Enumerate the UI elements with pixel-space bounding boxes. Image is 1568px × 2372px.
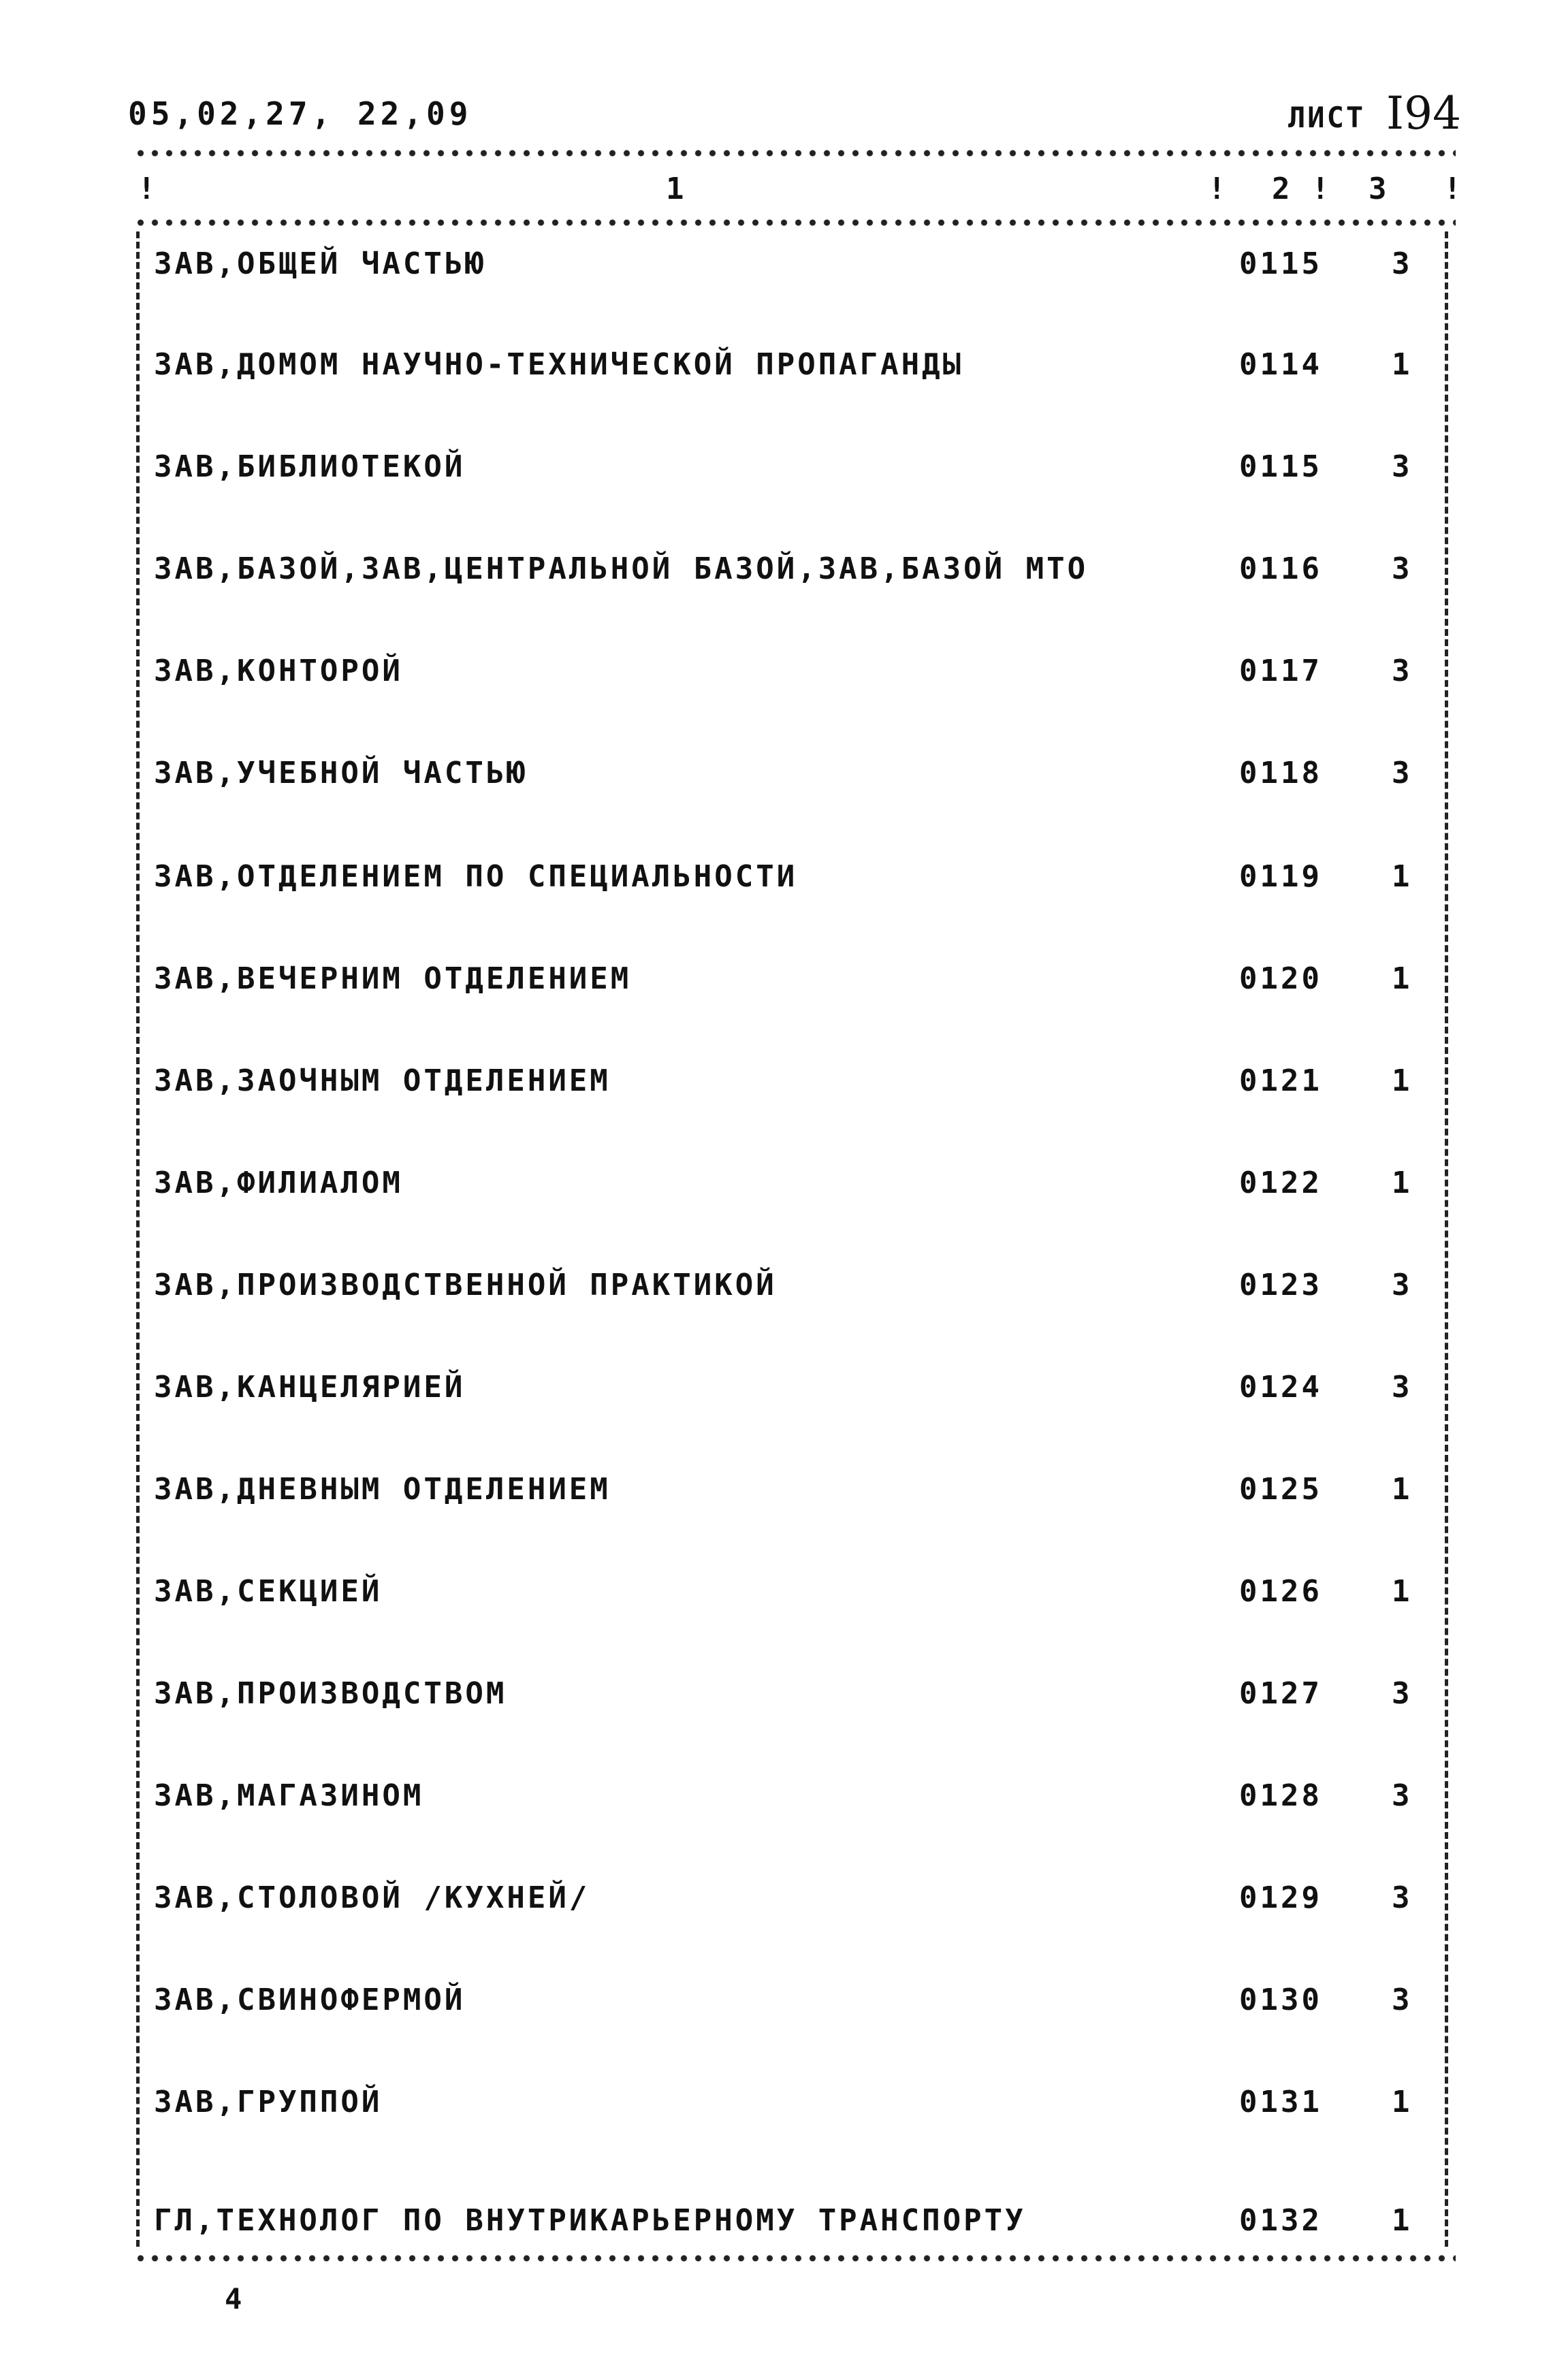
position-name: ЗАВ,ВЕЧЕРНИМ ОТДЕЛЕНИЕМ [154,961,632,996]
table-row [154,1370,1434,1411]
position-code: 0131 [1239,2085,1322,2119]
position-code: 0126 [1239,1574,1322,1609]
position-code: 0124 [1239,1370,1322,1405]
table-row [154,961,1434,1002]
position-name: ЗАВ,СВИНОФЕРМОЙ [154,1983,466,2017]
position-category: 3 [1392,1778,1413,1813]
table-row [154,1472,1434,1513]
page-number: 4 [225,2282,242,2315]
position-category: 3 [1392,654,1413,688]
table-row [154,2203,1434,2244]
table-row [154,1676,1434,1717]
table-row [154,1574,1434,1615]
position-name: ЗАВ,ФИЛИАЛОМ [154,1166,403,1200]
position-category: 1 [1392,1166,1413,1200]
position-category: 3 [1392,1676,1413,1711]
position-code: 0125 [1239,1472,1322,1507]
position-category: 1 [1392,1574,1413,1609]
position-code: 0114 [1239,347,1322,382]
position-category: 3 [1392,551,1413,586]
position-category: 1 [1392,347,1413,382]
table-row [154,347,1434,388]
table-left-border [136,231,140,2247]
table-right-border [1445,231,1448,2247]
position-name: ЗАВ,МАГАЗИНОМ [154,1778,424,1813]
position-category: 1 [1392,859,1413,894]
position-code: 0117 [1239,654,1322,688]
position-category: 3 [1392,1268,1413,1302]
table-row [154,1778,1434,1819]
table-row [154,1880,1434,1921]
sheet-number: I94 [1386,87,1462,140]
column-header-1: 1 [666,172,684,206]
position-name: ЗАВ,УЧЕБНОЙ ЧАСТЬЮ [154,756,528,790]
position-name: ЗАВ,ДОМОМ НАУЧНО-ТЕХНИЧЕСКОЙ ПРОПАГАНДЫ [154,347,964,382]
position-category: 3 [1392,1983,1413,2017]
column-divider: ! [1208,172,1226,206]
column-divider: ! [138,172,156,206]
position-category: 3 [1392,1370,1413,1405]
bottom-separator [133,2254,1456,2263]
column-header-2: 2 [1272,172,1290,206]
table-row [154,2085,1434,2126]
position-code: 0119 [1239,859,1322,894]
position-code: 0129 [1239,1880,1322,1915]
position-name: ЗАВ,ЗАОЧНЫМ ОТДЕЛЕНИЕМ [154,1063,611,1098]
position-code: 0116 [1239,551,1322,586]
position-code: 0123 [1239,1268,1322,1302]
position-code: 0121 [1239,1063,1322,1098]
position-category: 3 [1392,756,1413,790]
column-divider: ! [1443,172,1462,206]
position-category: 3 [1392,1880,1413,1915]
position-category: 3 [1392,449,1413,484]
table-row [154,1983,1434,2023]
position-code: 0120 [1239,961,1322,996]
position-category: 1 [1392,2203,1413,2238]
position-name: ЗАВ,СТОЛОВОЙ /КУХНЕЙ/ [154,1880,590,1915]
table-row [154,1063,1434,1104]
sheet-label: ЛИСТ [1288,101,1366,134]
position-code: 0118 [1239,756,1322,790]
column-headers [133,172,1462,210]
position-name: ЗАВ,ОТДЕЛЕНИЕМ ПО СПЕЦИАЛЬНОСТИ [154,859,798,894]
table-row [154,654,1434,694]
position-code: 0115 [1239,246,1322,281]
position-code: 0128 [1239,1778,1322,1813]
column-header-3: 3 [1369,172,1387,206]
position-name: ГЛ,ТЕХНОЛОГ ПО ВНУТРИКАРЬЕРНОМУ ТРАНСПОРТУ [154,2203,1026,2238]
document-code: 05,02,27, 22,09 [128,95,473,132]
position-category: 1 [1392,961,1413,996]
position-code: 0115 [1239,449,1322,484]
position-code: 0130 [1239,1983,1322,2017]
table-row [154,756,1434,797]
header-separator [133,218,1456,227]
top-separator [133,148,1456,158]
position-name: ЗАВ,БИБЛИОТЕКОЙ [154,449,466,484]
table-row [154,1268,1434,1309]
position-name: ЗАВ,ГРУППОЙ [154,2085,383,2119]
position-name: ЗАВ,БАЗОЙ,ЗАВ,ЦЕНТРАЛЬНОЙ БАЗОЙ,ЗАВ,БАЗОЙ МТО [154,551,1089,586]
column-divider: ! [1311,172,1330,206]
position-code: 0122 [1239,1166,1322,1200]
position-name: ЗАВ,ПРОИЗВОДСТВОМ [154,1676,507,1711]
table-row [154,449,1434,490]
position-code: 0127 [1239,1676,1322,1711]
position-name: ЗАВ,КОНТОРОЙ [154,654,403,688]
position-name: ЗАВ,КАНЦЕЛЯРИЕЙ [154,1370,466,1405]
position-name: ЗАВ,СЕКЦИЕЙ [154,1574,383,1609]
table-row [154,1166,1434,1206]
position-name: ЗАВ,ОБЩЕЙ ЧАСТЬЮ [154,246,486,281]
table-row [154,859,1434,900]
position-name: ЗАВ,ДНЕВНЫМ ОТДЕЛЕНИЕМ [154,1472,611,1507]
table-row [154,551,1434,592]
position-category: 3 [1392,246,1413,281]
position-code: 0132 [1239,2203,1322,2238]
table-row [154,246,1434,287]
position-category: 1 [1392,1063,1413,1098]
position-name: ЗАВ,ПРОИЗВОДСТВЕННОЙ ПРАКТИКОЙ [154,1268,777,1302]
position-category: 1 [1392,2085,1413,2119]
position-category: 1 [1392,1472,1413,1507]
